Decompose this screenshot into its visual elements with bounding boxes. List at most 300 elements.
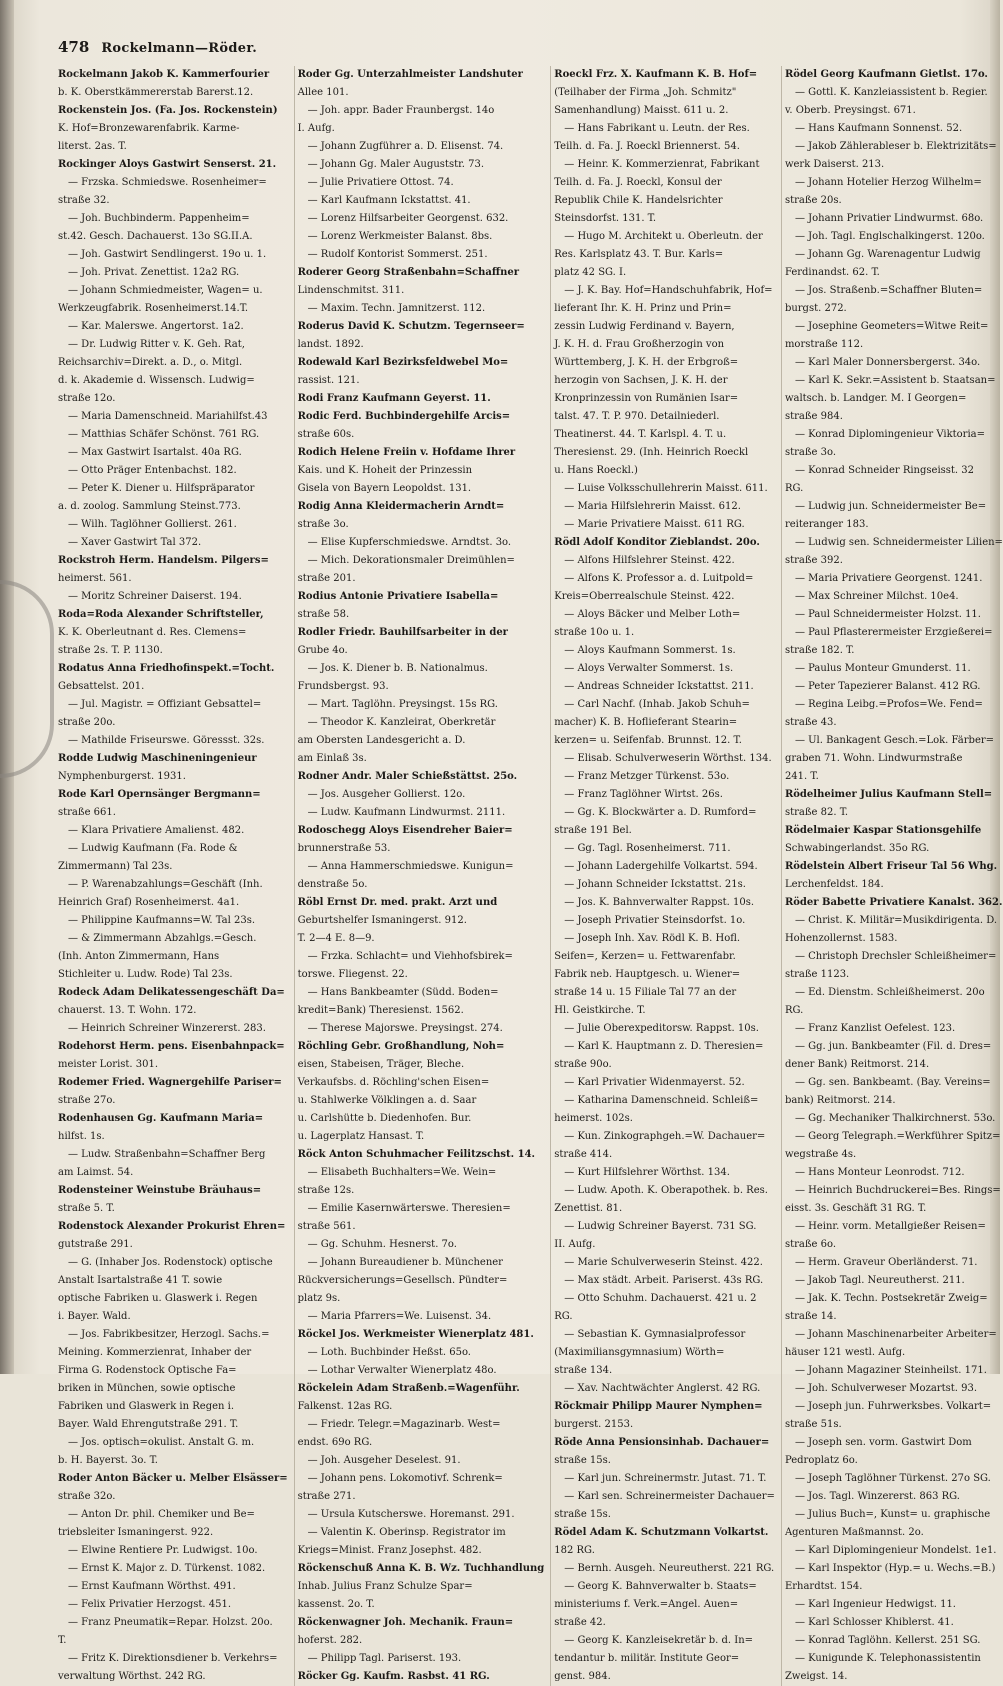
- entry-line: landst. 1892.: [297, 339, 364, 350]
- entry-line: Anstalt Isartalstraße 41 T. sowie: [58, 1275, 223, 1286]
- entry-line: — Therese Majorswe. Preysingst. 274.: [307, 1023, 503, 1034]
- entry-line: straße 20o.: [58, 717, 116, 728]
- entry-line: — Max städt. Arbeit. Pariserst. 43s RG.: [564, 1275, 764, 1286]
- page-number: 478: [58, 38, 90, 56]
- entry-line: J. K. H. d. Frau Großherzogin von: [554, 339, 725, 350]
- entry-line: straße 414.: [554, 1149, 613, 1160]
- entry-line: Fabrik neb. Hauptgesch. u. Wiener=: [554, 969, 741, 980]
- entry-line: Werkzeugfabrik. Rosenheimerst.14.T.: [58, 303, 249, 314]
- entry-heading-line: Rodler Friedr. Bauhilfsarbeiter in der: [297, 627, 508, 638]
- entry-line: — Maria Damenschneid. Mariahilfst.43: [68, 411, 268, 422]
- entry-line: — Hans Monteur Leonrodst. 712.: [794, 1167, 965, 1178]
- entry-line: — Johann Bureaudiener b. Münchener: [307, 1257, 503, 1268]
- entry-heading-line: Rödel Adam K. Schutzmann Volkartst.: [554, 1527, 769, 1538]
- entry-line: straße 20s.: [784, 195, 842, 206]
- entry-line: — Konrad Taglöhn. Kellerst. 251 SG.: [794, 1635, 981, 1646]
- entry-line: rassist. 121.: [297, 375, 360, 386]
- entry-heading-line: Röckmair Philipp Maurer Nymphen=: [554, 1401, 763, 1412]
- entry-line: — Joseph jun. Fuhrwerksbes. Volkart=: [794, 1401, 992, 1412]
- entry-line: — Xaver Gastwirt Tal 372.: [68, 537, 202, 548]
- entry-line: straße 14 u. 15 Filiale Tal 77 an der: [554, 987, 737, 998]
- entry-line: — Alfons K. Professor a. d. Luitpold=: [564, 573, 754, 584]
- entry-line: — Gottl. K. Kanzleiassistent b. Regier.: [794, 87, 988, 98]
- entry-heading-line: Röck Anton Schuhmacher Feilitzschst. 14.: [297, 1149, 536, 1160]
- entry-line: — Wilh. Taglöhner Gollierst. 261.: [68, 519, 237, 530]
- entry-line: v. Oberb. Preysingst. 671.: [784, 105, 916, 116]
- entry-line: Grube 4o.: [297, 645, 348, 656]
- entry-line: Nymphenburgerst. 1931.: [58, 771, 186, 782]
- entry-line: — Gg. jun. Bankbeamter (Fil. d. Dres=: [794, 1041, 992, 1052]
- entry-line: — Lorenz Hilfsarbeiter Georgenst. 632.: [307, 213, 509, 224]
- entry-line: Seifen=, Kerzen= u. Fettwarenfabr.: [554, 951, 736, 962]
- entry-line: — Otto Präger Entenbachst. 182.: [68, 465, 237, 476]
- entry-line: Kais. und K. Hoheit der Prinzessin: [297, 465, 473, 476]
- entry-line: — Peter Tapezierer Balanst. 412 RG.: [794, 681, 981, 692]
- entry-line: Hl. Geistkirche. T.: [554, 1005, 646, 1016]
- entry-heading-line: Rockinger Aloys Gastwirt Senserst. 21.: [58, 159, 277, 170]
- entry-line: Kronprinzessin von Rumänien Isar=: [554, 393, 739, 404]
- entry-line: — Ul. Bankagent Gesch.=Lok. Färber=: [794, 735, 995, 746]
- entry-line: straße 661.: [58, 807, 116, 818]
- entry-line: macher) K. B. Hoflieferant Stearin=: [554, 717, 738, 728]
- entry-line: — Luise Volksschullehrerin Maisst. 611.: [564, 483, 768, 494]
- entry-line: b. H. Bayerst. 3o. T.: [58, 1455, 158, 1466]
- entry-line: — Ludw. Straßenbahn=Schaffner Berg: [68, 1149, 266, 1160]
- entry-line: — Jakob Tagl. Neureutherst. 211.: [794, 1275, 965, 1286]
- entry-line: — Philippine Kaufmanns=W. Tal 23s.: [68, 915, 256, 926]
- entry-line: straße 12o.: [58, 393, 116, 404]
- entry-line: am Obersten Landesgericht a. D.: [297, 735, 466, 746]
- entry-line: — Christoph Drechsler Schleißheimer=: [794, 951, 997, 962]
- entry-line: — Paul Schneidermeister Holzst. 11.: [794, 609, 981, 620]
- entry-line: graben 71. Wohn. Lindwurmstraße: [784, 753, 963, 764]
- entry-heading-line: Rodig Anna Kleidermacherin Arndt=: [297, 501, 505, 512]
- entry-line: — Heinr. vorm. Metallgießer Reisen=: [794, 1221, 986, 1232]
- entry-heading-line: Roderer Georg Straßenbahn=Schaffner: [297, 267, 520, 278]
- entry-heading-line: Rodner Andr. Maler Schießstättst. 25o.: [297, 771, 518, 782]
- column-2: [294, 66, 545, 1686]
- entry-line: — Kunigunde K. Telephonassistentin: [794, 1653, 981, 1664]
- entry-line: straße 6o.: [784, 1239, 836, 1250]
- entry-heading-line: Roder Anton Bäcker u. Melber Elsässer=: [58, 1473, 288, 1484]
- entry-line: straße 10o u. 1.: [554, 627, 635, 638]
- entry-line: — Karl jun. Schreinermstr. Jutast. 71. T.: [564, 1473, 767, 1484]
- entry-line: — Heinrich Buchdruckerei=Bes. Rings=: [794, 1185, 1001, 1196]
- entry-line: straße 3o.: [784, 447, 836, 458]
- entry-line: — Ernst Kaufmann Wörthst. 491.: [68, 1581, 236, 1592]
- entry-line: — Matthias Schäfer Schönst. 761 RG.: [68, 429, 260, 440]
- entry-line: straße 134.: [554, 1365, 613, 1376]
- page-clip-shadow: [0, 580, 54, 778]
- entry-line: Teilh. d. Fa. J. Roeckl Briennerst. 54.: [554, 141, 740, 152]
- entry-line: — Alfons Hilfslehrer Steinst. 422.: [564, 555, 735, 566]
- entry-line: morstraße 112.: [784, 339, 864, 350]
- entry-line: — Joh. appr. Bader Fraunbergst. 14o: [307, 105, 495, 116]
- entry-line: — Herm. Graveur Oberländerst. 71.: [794, 1257, 978, 1268]
- entry-line: straße 15s.: [554, 1455, 611, 1466]
- entry-line: — Hugo M. Architekt u. Oberleutn. der: [564, 231, 763, 242]
- entry-line: — Ludwig jun. Schneidermeister Be=: [794, 501, 987, 512]
- entry-line: brunnerstraße 53.: [297, 843, 391, 854]
- entry-line: Falkenst. 12as RG.: [297, 1401, 393, 1412]
- entry-line: — Kun. Zinkographgeh.=W. Dachauer=: [564, 1131, 766, 1142]
- entry-line: — Klara Privatiere Amalienst. 482.: [68, 825, 245, 836]
- entry-line: Meining. Kommerzienrat, Inhaber der: [58, 1347, 252, 1358]
- entry-line: kassenst. 2o. T.: [297, 1599, 375, 1610]
- entry-line: dener Bank) Reitmorst. 214.: [784, 1059, 930, 1070]
- entry-line: Geburtshelfer Ismaningerst. 912.: [297, 915, 467, 926]
- entry-line: waltsch. b. Landger. M. I Georgen=: [784, 393, 967, 404]
- entry-line: — Max Gastwirt Isartalst. 40a RG.: [68, 447, 242, 458]
- entry-line: 182 RG.: [554, 1545, 595, 1556]
- entry-line: — Karl Ingenieur Hedwigst. 11.: [794, 1599, 956, 1610]
- entry-heading-line: Rodatus Anna Friedhofinspekt.=Tocht.: [58, 663, 275, 674]
- entry-line: straße 5. T.: [58, 1203, 115, 1214]
- entry-line: — Johann Privatier Lindwurmst. 68o.: [794, 213, 984, 224]
- entry-line: — Johann Gg. Maler Auguststr. 73.: [307, 159, 485, 170]
- entry-line: — Hans Kaufmann Sonnenst. 52.: [794, 123, 963, 134]
- entry-line: — Andreas Schneider Ickstattst. 211.: [564, 681, 754, 692]
- entry-line: chauerst. 13. T. Wohn. 172.: [58, 1005, 197, 1016]
- entry-heading-line: Rödelheimer Julius Kaufmann Stell=: [784, 789, 993, 800]
- entry-line: straße 182. T.: [784, 645, 855, 656]
- entry-line: i. Bayer. Wald.: [58, 1311, 131, 1322]
- entry-line: talst. 47. T. P. 970. Detailniederl.: [554, 411, 720, 422]
- entry-heading-line: Roeckl Frz. X. Kaufmann K. B. Hof=: [554, 69, 758, 80]
- entry-heading-line: Roda=Roda Alexander Schriftsteller,: [58, 609, 264, 620]
- entry-line: — P. Warenabzahlungs=Geschäft (Inh.: [68, 879, 263, 890]
- entry-heading-line: Rodius Antonie Privatiere Isabella=: [297, 591, 499, 602]
- running-head: Rockelmann—Röder.: [101, 41, 258, 56]
- entry-line: RG.: [784, 483, 804, 494]
- entry-line: straße 32o.: [58, 1491, 116, 1502]
- entry-heading-line: Rodewald Karl Bezirksfeldwebel Mo=: [297, 357, 509, 368]
- entry-line: K. K. Oberleutnant d. Res. Clemens=: [58, 627, 247, 638]
- entry-line: — Ludwig Schreiner Bayerst. 731 SG.: [564, 1221, 757, 1232]
- entry-heading-line: Rodenstock Alexander Prokurist Ehren=: [58, 1221, 286, 1232]
- entry-heading-line: Rodeck Adam Delikatessengeschäft Da=: [58, 987, 285, 998]
- entry-line: — Georg K. Bahnverwalter b. Staats=: [564, 1581, 757, 1592]
- entry-line: d. k. Akademie d. Wissensch. Ludwig=: [58, 375, 255, 386]
- entry-line: — Franz Kanzlist Oefelest. 123.: [794, 1023, 956, 1034]
- entry-line: burgst. 272.: [784, 303, 847, 314]
- entry-line: straße 32.: [58, 195, 110, 206]
- entry-line: straße 984.: [784, 411, 843, 422]
- entry-line: — Heinrich Schreiner Winzererst. 283.: [68, 1023, 266, 1034]
- entry-line: — Julie Oberexpeditorsw. Rappst. 10s.: [564, 1023, 759, 1034]
- entry-line: Republik Chile K. Handelsrichter: [554, 195, 723, 206]
- entry-line: — Aloys Verwalter Sommerst. 1s.: [564, 663, 734, 674]
- entry-line: 241. T.: [784, 771, 819, 782]
- entry-line: am Einlaß 3s.: [297, 753, 367, 764]
- entry-line: — Ludw. Kaufmann Lindwurmst. 2111.: [307, 807, 506, 818]
- entry-line: — Maxim. Techn. Jamnitzerst. 112.: [307, 303, 486, 314]
- entry-line: — Emilie Kasernwärterswe. Theresien=: [307, 1203, 511, 1214]
- entry-line: — Joseph sen. vorm. Gastwirt Dom: [794, 1437, 972, 1448]
- entry-line: — Aloys Kaufmann Sommerst. 1s.: [564, 645, 736, 656]
- entry-line: — Christ. K. Militär=Musikdirigenta. D.: [794, 915, 998, 926]
- entry-line: — Katharina Damenschneid. Schleiß=: [564, 1095, 759, 1106]
- entry-line: straße 27o.: [58, 1095, 116, 1106]
- entry-line: u. Lagerplatz Hansast. T.: [297, 1131, 425, 1142]
- entry-heading-line: Rodde Ludwig Maschineningenieur: [58, 753, 257, 764]
- entry-line: — Maria Pfarrers=We. Luisenst. 34.: [307, 1311, 492, 1322]
- entry-line: Ferdinandst. 62. T.: [784, 267, 880, 278]
- entry-line: — Theodor K. Kanzleirat, Oberkretär: [307, 717, 496, 728]
- entry-line: Heinrich Graf) Rosenheimerst. 4a1.: [58, 897, 240, 908]
- column-4: [781, 66, 1003, 1686]
- entry-line: — Jakob Zählerableser b. Elektrizitäts=: [794, 141, 997, 152]
- entry-line: platz 9s.: [297, 1293, 341, 1304]
- entry-line: T. 2—4 E. 8—9.: [297, 933, 375, 944]
- entry-heading-line: Rodemer Fried. Wagnergehilfe Pariser=: [58, 1077, 282, 1088]
- entry-line: Bayer. Wald Ehrengutstraße 291. T.: [58, 1419, 239, 1430]
- entry-heading-line: Röckelein Adam Straßenb.=Wagenführ.: [297, 1383, 520, 1394]
- column-3: [550, 66, 775, 1686]
- entry-line: — Joseph Taglöhner Türkenst. 27o SG.: [794, 1473, 991, 1484]
- entry-heading-line: Rodenhausen Gg. Kaufmann Maria=: [58, 1113, 264, 1124]
- entry-line: — Josephine Geometers=Witwe Reit=: [794, 321, 989, 332]
- entry-line: Lindenschmitst. 311.: [297, 285, 405, 296]
- entry-line: — Ed. Dienstm. Schleißheimerst. 20o: [794, 987, 985, 998]
- entry-line: — Jos. Ausgeher Gollierst. 12o.: [307, 789, 466, 800]
- entry-line: — Joh. Privat. Zenettist. 12a2 RG.: [68, 267, 240, 278]
- entry-line: — Felix Privatier Herzogst. 451.: [68, 1599, 231, 1610]
- column-1: [58, 66, 288, 1686]
- entry-line: — Karl Diplomingenieur Mondelst. 1e1.: [794, 1545, 997, 1556]
- entry-line: triebsleiter Ismaningerst. 922.: [58, 1527, 214, 1538]
- entry-heading-line: Rodich Helene Freiin v. Hofdame Ihrer: [297, 447, 516, 458]
- entry-line: literst. 2as. T.: [58, 141, 127, 152]
- entry-line: — Moritz Schreiner Daiserst. 194.: [68, 591, 242, 602]
- entry-line: — Fritz K. Direktionsdiener b. Verkehrs=: [68, 1653, 278, 1664]
- entry-line: — Kar. Malerswe. Angertorst. 1a2.: [68, 321, 244, 332]
- entry-line: lieferant Ihr. K. H. Prinz und Prin=: [554, 303, 732, 314]
- entry-line: — Julius Buch=, Kunst= u. graphische: [794, 1509, 991, 1520]
- entry-line: gutstraße 291.: [58, 1239, 133, 1250]
- entry-line: — Gg. Tagl. Rosenheimerst. 711.: [564, 843, 731, 854]
- entry-line: meister Lorist. 301.: [58, 1059, 159, 1070]
- entry-line: — Johann Ladergehilfe Volkartst. 594.: [564, 861, 758, 872]
- entry-line: — Marie Privatiere Maisst. 611 RG.: [564, 519, 745, 530]
- entry-line: verwaltung Wörthst. 242 RG.: [58, 1671, 206, 1682]
- entry-line: straße 561.: [297, 1221, 356, 1232]
- entry-line: — & Zimmermann Abzahlgs.=Gesch.: [68, 933, 257, 944]
- entry-heading-line: Rockenstein Jos. (Fa. Jos. Rockenstein): [58, 105, 278, 116]
- entry-line: — Jos. Fabrikbesitzer, Herzogl. Sachs.=: [68, 1329, 270, 1340]
- entry-line: — Johann Zugführer a. D. Elisenst. 74.: [307, 141, 504, 152]
- entry-line: straße 14.: [784, 1311, 837, 1322]
- entry-line: burgerst. 2153.: [554, 1419, 634, 1430]
- entry-line: straße 60s.: [297, 429, 355, 440]
- entry-line: Verkaufsbs. d. Röchling'schen Eisen=: [297, 1077, 490, 1088]
- entry-line: — Gg. Schuhm. Hesnerst. 7o.: [307, 1239, 457, 1250]
- entry-line: st.42. Gesch. Dachauerst. 13o SG.II.A.: [58, 231, 253, 242]
- entry-line: straße 90o.: [554, 1059, 612, 1070]
- entry-heading-line: Roderus David K. Schutzm. Tegernseer=: [297, 321, 525, 332]
- entry-line: — Karl Schlosser Khiblerst. 41.: [794, 1617, 954, 1628]
- entry-heading-line: Rode Karl Opernsänger Bergmann=: [58, 789, 261, 800]
- entry-line: Theresienst. 29. (Inh. Heinrich Roeckl: [554, 447, 749, 458]
- entry-line: — Karl Kaufmann Ickstattst. 41.: [307, 195, 471, 206]
- entry-line: — Joseph Inh. Xav. Rödl K. B. Hofl.: [564, 933, 741, 944]
- entry-line: — Friedr. Telegr.=Magazinarb. West=: [307, 1419, 501, 1430]
- entry-line: — Karl sen. Schreinermeister Dachauer=: [564, 1491, 775, 1502]
- entry-line: Fabriken und Glaswerk in Regen i.: [58, 1401, 235, 1412]
- entry-line: — Carl Nachf. (Inhab. Jakob Schuh=: [564, 699, 750, 710]
- entry-heading-line: Rodic Ferd. Buchbindergehilfe Arcis=: [297, 411, 511, 422]
- entry-line: Steinsdorfst. 131. T.: [554, 213, 657, 224]
- entry-line: — Franz Metzger Türkenst. 53o.: [564, 771, 730, 782]
- entry-heading-line: Röde Anna Pensionsinhab. Dachauer=: [554, 1437, 770, 1448]
- entry-line: — Jos. Straßenb.=Schaffner Bluten=: [794, 285, 983, 296]
- entry-line: Allee 101.: [297, 87, 349, 98]
- entry-line: heimerst. 102s.: [554, 1113, 633, 1124]
- entry-line: — Paulus Monteur Gmunderst. 11.: [794, 663, 971, 674]
- entry-line: Lerchenfeldst. 184.: [784, 879, 884, 890]
- entry-line: RG.: [554, 1311, 573, 1322]
- entry-line: am Laimst. 54.: [58, 1167, 134, 1178]
- entry-line: — Xav. Nachtwächter Anglerst. 42 RG.: [564, 1383, 761, 1394]
- entry-line: Inhab. Julius Franz Schulze Spar=: [297, 1581, 473, 1592]
- entry-line: — Marie Schulverweserin Steinst. 422.: [564, 1257, 763, 1268]
- entry-heading-line: Röcker Gg. Kaufm. Rasbst. 41 RG.: [297, 1671, 490, 1682]
- entry-line: — Gg. sen. Bankbeamt. (Bay. Vereins=: [794, 1077, 991, 1088]
- entry-line: — Karl K. Hauptmann z. D. Theresien=: [564, 1041, 764, 1052]
- entry-line: Kriegs=Minist. Franz Josephst. 482.: [297, 1545, 482, 1556]
- entry-line: — Otto Schuhm. Dachauerst. 421 u. 2: [564, 1293, 757, 1304]
- entry-line: — Aloys Bäcker und Melber Loth=: [564, 609, 741, 620]
- entry-line: straße 43.: [784, 717, 837, 728]
- entry-line: — Gg. Mechaniker Thalkirchnerst. 53o.: [794, 1113, 996, 1124]
- entry-line: denstraße 5o.: [297, 879, 368, 890]
- entry-line: Schwabingerlandst. 35o RG.: [784, 843, 930, 854]
- entry-line: — Joseph Privatier Steinsdorfst. 1o.: [564, 915, 746, 926]
- entry-line: Gebsattelst. 201.: [58, 681, 145, 692]
- entry-line: Pedroplatz 6o.: [784, 1455, 858, 1466]
- entry-line: — Jos. K. Diener b. B. Nationalmus.: [307, 663, 488, 674]
- entry-line: — Maria Privatiere Georgenst. 1241.: [794, 573, 983, 584]
- entry-line: straße 82. T.: [784, 807, 849, 818]
- entry-line: — Elise Kupferschmiedswe. Arndtst. 3o.: [307, 537, 512, 548]
- entry-heading-line: Rockstroh Herm. Handelsm. Pilgers=: [58, 555, 269, 566]
- entry-line: — Mathilde Friseurswe. Göressst. 32s.: [68, 735, 265, 746]
- entry-line: — Peter K. Diener u. Hilfspräparator: [68, 483, 255, 494]
- entry-line: — Jos. Tagl. Winzererst. 863 RG.: [794, 1491, 960, 1502]
- entry-line: wegstraße 4s.: [784, 1149, 857, 1160]
- entry-line: — Mich. Dekorationsmaler Dreimühlen=: [307, 555, 515, 566]
- entry-line: Zenettist. 81.: [554, 1203, 623, 1214]
- page-header: [58, 38, 257, 66]
- entry-line: — Loth. Buchbinder Heßst. 65o.: [307, 1347, 471, 1358]
- entry-line: — J. K. Bay. Hof=Handschuhfabrik, Hof=: [564, 285, 773, 296]
- entry-line: I. Aufg.: [297, 123, 335, 134]
- entry-line: zessin Ludwig Ferdinand v. Bayern,: [554, 321, 735, 332]
- entry-line: straße 392.: [784, 555, 843, 566]
- entry-line: platz 42 SG. I.: [554, 267, 627, 278]
- entry-line: — Maria Hilfslehrerin Maisst. 612.: [564, 501, 741, 512]
- entry-line: briken in München, sowie optische: [58, 1383, 236, 1394]
- entry-line: Hohenzollernst. 1583.: [784, 933, 898, 944]
- entry-heading-line: Rodoschegg Aloys Eisendreher Baier=: [297, 825, 513, 836]
- entry-line: — Georg Telegraph.=Werkführer Spitz=: [794, 1131, 1001, 1142]
- entry-line: straße 201.: [297, 573, 356, 584]
- directory-columns: [58, 66, 1003, 1682]
- entry-line: — Anna Hammerschmiedswe. Kunigun=: [307, 861, 514, 872]
- entry-line: straße 15s.: [554, 1509, 611, 1520]
- entry-line: Samenhandlung) Maisst. 611 u. 2.: [554, 105, 729, 116]
- entry-line: II. Aufg.: [554, 1239, 596, 1250]
- entry-line: — Hans Bankbeamter (Südd. Boden=: [307, 987, 499, 998]
- entry-line: — Lorenz Werkmeister Balanst. 8bs.: [307, 231, 493, 242]
- entry-line: — Julie Privatiere Ottost. 74.: [307, 177, 454, 188]
- entry-line: — Joh. Ausgeher Deselest. 91.: [307, 1455, 461, 1466]
- entry-line: tendantur b. militär. Institute Geor=: [554, 1653, 740, 1664]
- entry-line: genst. 984.: [554, 1671, 611, 1682]
- entry-line: b. K. Oberstkämmererstab Barerst.12.: [58, 87, 254, 98]
- entry-line: — Joh. Tagl. Englschalkingerst. 120o.: [794, 231, 985, 242]
- entry-heading-line: Röbl Ernst Dr. med. prakt. Arzt und: [297, 897, 498, 908]
- entry-line: herzogin von Sachsen, J. K. H. der: [554, 375, 728, 386]
- entry-line: — Jos. K. Bahnverwalter Rappst. 10s.: [564, 897, 755, 908]
- entry-line: — Frzska. Schmiedswe. Rosenheimer=: [68, 177, 267, 188]
- entry-line: — Ursula Kutscherswe. Horemanst. 291.: [307, 1509, 515, 1520]
- entry-line: — Johann Schneider Ickstattst. 21s.: [564, 879, 746, 890]
- entry-heading-line: Röckenschuß Anna K. B. Wz. Tuchhandlung: [297, 1563, 545, 1574]
- entry-line: Rückversicherungs=Gesellsch. Pündter=: [297, 1275, 508, 1286]
- entry-heading-line: Rödelmaier Kaspar Stationsgehilfe: [784, 825, 982, 836]
- entry-line: straße 58.: [297, 609, 350, 620]
- entry-line: hilfst. 1s.: [58, 1131, 105, 1142]
- entry-line: straße 3o.: [297, 519, 349, 530]
- entry-heading-line: Röder Babette Privatiere Kanalst. 362.: [784, 897, 1003, 908]
- entry-line: Firma G. Rodenstock Optische Fa=: [58, 1365, 237, 1376]
- entry-line: K. Hof=Bronzewarenfabrik. Karme-: [58, 123, 240, 134]
- entry-line: hoferst. 282.: [297, 1635, 363, 1646]
- entry-line: — Max Schreiner Milchst. 10e4.: [794, 591, 959, 602]
- entry-line: (Inh. Anton Zimmermann, Hans: [58, 951, 220, 962]
- entry-line: — Johann Maschinenarbeiter Arbeiter=: [794, 1329, 997, 1340]
- entry-line: — Rudolf Kontorist Sommerst. 251.: [307, 249, 488, 260]
- entry-line: torswe. Fliegenst. 22.: [297, 969, 408, 980]
- entry-line: — Lothar Verwalter Wienerplatz 48o.: [307, 1365, 497, 1376]
- entry-line: T.: [58, 1635, 67, 1646]
- entry-line: Gisela von Bayern Leopoldst. 131.: [297, 483, 472, 494]
- entry-line: optische Fabriken u. Glaswerk i. Regen: [58, 1293, 258, 1304]
- entry-line: — Gg. K. Blockwärter a. D. Rumford=: [564, 807, 757, 818]
- entry-line: — Franz Pneumatik=Repar. Holzst. 20o.: [68, 1617, 273, 1628]
- entry-heading-line: Rodehorst Herm. pens. Eisenbahnpack=: [58, 1041, 285, 1052]
- entry-line: eisen, Stabeisen, Träger, Bleche.: [297, 1059, 465, 1070]
- entry-line: — Hans Fabrikant u. Leutn. der Res.: [564, 123, 750, 134]
- entry-line: — Frzka. Schlacht= und Viehhofsbirek=: [307, 951, 513, 962]
- entry-line: — Jak. K. Techn. Postsekretär Zweig=: [794, 1293, 988, 1304]
- entry-heading-line: Roder Gg. Unterzahlmeister Landshuter: [297, 69, 523, 80]
- entry-line: — Johann Magaziner Steinheilst. 171.: [794, 1365, 987, 1376]
- entry-line: — Ludwig sen. Schneidermeister Lilien=: [794, 537, 1003, 548]
- entry-line: — Ludwig Kaufmann (Fa. Rode &: [68, 843, 238, 854]
- entry-line: — Joh. Buchbinderm. Pappenheim=: [68, 213, 250, 224]
- entry-heading-line: Röchling Gebr. Großhandlung, Noh=: [297, 1041, 505, 1052]
- entry-line: — Mart. Taglöhn. Preysingst. 15s RG.: [307, 699, 498, 710]
- entry-line: — Franz Taglöhner Wirtst. 26s.: [564, 789, 723, 800]
- entry-line: a. d. zoolog. Sammlung Steinst.773.: [58, 501, 241, 512]
- entry-heading-line: Röckel Jos. Werkmeister Wienerplatz 481.: [297, 1329, 534, 1340]
- entry-heading-line: Rödelstein Albert Friseur Tal 56 Whg.: [784, 861, 998, 872]
- entry-line: — Jul. Magistr. = Offiziant Gebsattel=: [68, 699, 262, 710]
- entry-line: — Konrad Diplomingenieur Viktoria=: [794, 429, 985, 440]
- entry-line: werk Daiserst. 213.: [784, 159, 885, 170]
